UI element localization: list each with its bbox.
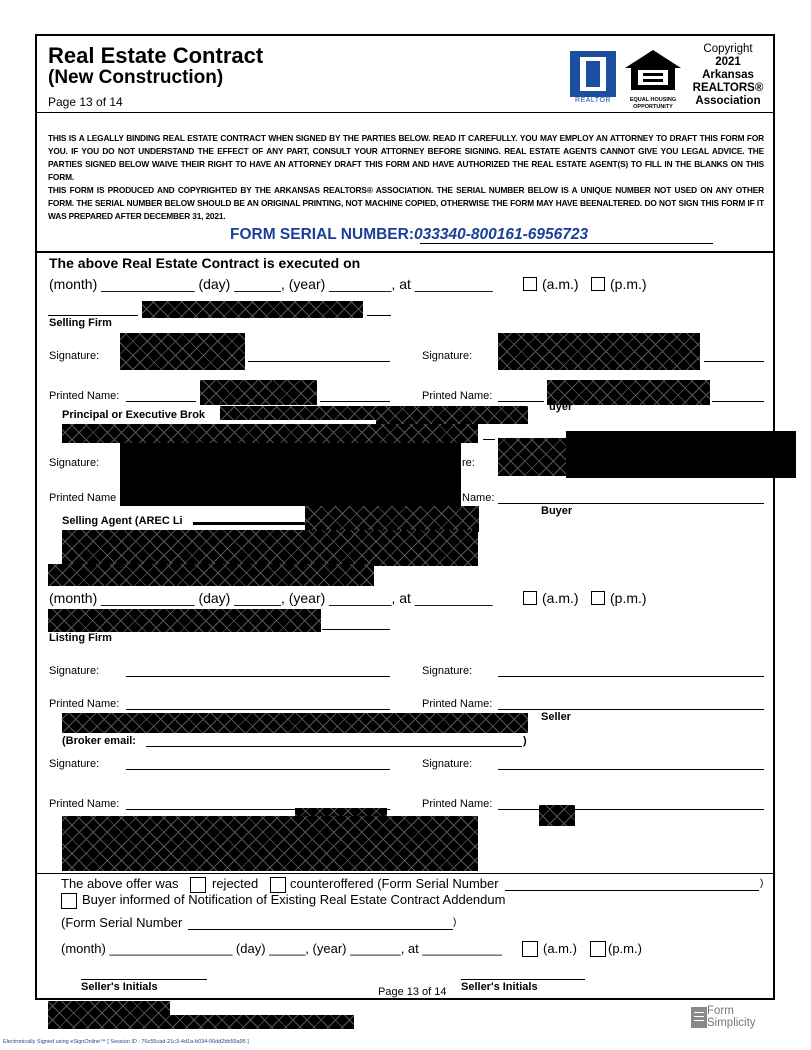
serial-label: FORM SERIAL NUMBER: xyxy=(230,226,414,243)
am-label: (a.m.) xyxy=(542,590,579,606)
equal-housing-text: EQUAL HOUSING OPPORTUNITY xyxy=(629,97,677,110)
redacted-broker xyxy=(376,406,528,424)
printed-name-line[interactable] xyxy=(498,401,544,402)
notification-checkbox[interactable] xyxy=(61,893,77,909)
serial-value: 033340-800161-6956723 xyxy=(414,226,589,243)
redacted-printed-name xyxy=(200,380,317,405)
form-simplicity-logo xyxy=(707,1005,756,1029)
signature-label: Signature: xyxy=(422,665,473,677)
redacted-signature xyxy=(498,438,566,476)
redacted-printed-name xyxy=(539,805,575,826)
rejected-checkbox[interactable] xyxy=(190,877,206,893)
selling-firm-line-a xyxy=(48,315,138,316)
form-simplicity-line-1: Form xyxy=(707,1005,734,1017)
copyright-line-3: Arkansas xyxy=(702,69,754,81)
house-icon xyxy=(623,48,683,92)
redacted-selling-firm xyxy=(142,301,363,318)
equal-housing-logo xyxy=(623,48,683,108)
form-subtitle: (New Construction) xyxy=(48,67,224,88)
page-indicator: Page 13 of 14 xyxy=(48,95,123,109)
form-simplicity-icon xyxy=(691,1007,707,1028)
redacted-agent xyxy=(305,506,479,532)
broker-email-line[interactable] xyxy=(146,746,522,747)
pm-checkbox[interactable] xyxy=(591,277,605,291)
listing-firm-label: Listing Firm xyxy=(49,632,112,644)
pm-checkbox[interactable] xyxy=(590,941,606,957)
am-checkbox[interactable] xyxy=(522,941,538,957)
pm-label: (p.m.) xyxy=(610,590,647,606)
signature-line[interactable] xyxy=(126,769,390,770)
redacted-initials xyxy=(48,1015,354,1029)
disclaimer-divider xyxy=(36,251,774,253)
offer-prefix: The above offer was xyxy=(61,876,179,891)
redacted-listing-firm xyxy=(48,609,321,632)
printed-name-label: Printed Name: xyxy=(49,698,120,710)
bottom-date-line: (month) _________________ (day) _____, (year) _______, at ___________ xyxy=(61,941,502,956)
page-footer: Page 13 of 14 xyxy=(378,986,447,998)
esign-footer: Electronically Signed using eSignOnline™ [ Session ID : 76c55cad-21c3-4d1a-b034-06dd2bb59a95 ] xyxy=(3,1039,249,1045)
printed-name-line[interactable] xyxy=(712,401,764,402)
form-title: Real Estate Contract xyxy=(48,43,264,68)
selling-firm-label: Selling Firm xyxy=(49,317,112,329)
counteroffered-label: counteroffered (Form Serial Number xyxy=(290,876,499,891)
redacted-initials xyxy=(48,1001,170,1015)
selling-firm-line-b xyxy=(367,315,391,316)
printed-name-label: Printed Name: xyxy=(422,390,493,402)
signature-label-fragment: re: xyxy=(462,457,475,469)
signature-line[interactable] xyxy=(248,361,390,362)
redacted-signature xyxy=(120,333,245,370)
redacted-listing-agent xyxy=(62,816,478,871)
header-divider xyxy=(36,112,774,113)
signature-label: Signature: xyxy=(49,758,100,770)
redacted-signature-block xyxy=(120,443,461,479)
selling-agent-label: Selling Agent (AREC Li xyxy=(62,515,183,527)
offer-status-line xyxy=(61,876,179,891)
form-serial-number xyxy=(230,226,588,244)
copyright-block xyxy=(690,43,766,108)
listing-firm-line xyxy=(322,629,390,630)
execution-date-line: (month) ____________ (day) ______, (year) ________, at __________ xyxy=(49,276,493,292)
signature-label: Signature: xyxy=(422,758,473,770)
am-label: (a.m.) xyxy=(542,276,579,292)
copyright-line-2: 2021 xyxy=(715,56,741,68)
initials-line-right[interactable] xyxy=(461,979,585,980)
printed-name-label-fragment: Name: xyxy=(462,492,495,504)
redacted-listing-broker xyxy=(62,713,528,733)
redacted-broker xyxy=(220,406,376,420)
disclaimer-paragraph-2: THIS FORM IS PRODUCED AND COPYRIGHTED BY THE ARKANSAS REALTORS® ASSOCIATION. THE SERIAL NUMBER BELOW IS A UNIQUE NUMBER NOT USED ON ANY OTHER FORM. THE SERIAL NUMBER BELOW SHOULD BE AN ORIGINAL PRINTING, NOT MACHINE COPIED, OTHERWISE THE FORM MAY HAVE BEENALTERED. DO NOT SIGN THIS FORM IF IT WAS PREPARED AFTER DECEMBER 31, 2021. xyxy=(48,185,764,221)
sellers-initials-right: Seller's Initials xyxy=(461,981,538,993)
redacted-signature xyxy=(498,333,700,370)
printed-name-label: Printed Name: xyxy=(422,698,493,710)
redacted-agent-details xyxy=(62,530,478,566)
signature-line[interactable] xyxy=(126,676,390,677)
copyright-line-1: Copyright xyxy=(703,43,753,55)
redacted-agent-line xyxy=(193,522,305,525)
realtor-logo xyxy=(567,51,619,109)
printed-name-line[interactable] xyxy=(126,401,196,402)
seller-label: Seller xyxy=(541,711,571,723)
signature-line[interactable] xyxy=(704,361,764,362)
printed-name-line[interactable] xyxy=(126,709,390,710)
broker-line xyxy=(483,439,495,440)
counter-close-paren: ) xyxy=(760,878,764,889)
printed-name-line[interactable] xyxy=(498,809,764,810)
signature-label: Signature: xyxy=(49,665,100,677)
form-simplicity-line-2: Simplicity xyxy=(707,1017,756,1029)
am-checkbox[interactable] xyxy=(523,591,537,605)
rejected-label: rejected xyxy=(212,876,259,891)
execution-heading: The above Real Estate Contract is executed on xyxy=(49,255,361,271)
am-label: (a.m.) xyxy=(543,941,577,956)
redacted-agent-details xyxy=(48,564,374,586)
printed-name-label: Printed Name: xyxy=(49,390,120,402)
broker-email-close: ) xyxy=(523,735,527,747)
redacted-signature-block xyxy=(566,431,796,478)
pm-label: (p.m.) xyxy=(608,941,642,956)
buyer-label: Buyer xyxy=(541,505,573,517)
bottom-divider xyxy=(36,873,774,874)
pm-label: (p.m.) xyxy=(610,276,647,292)
notification-label: Buyer informed of Notification of Existing Real Estate Contract Addendum xyxy=(82,892,506,907)
pm-checkbox[interactable] xyxy=(591,591,605,605)
printed-name-label: Printed Name: xyxy=(49,798,120,810)
serial-underline xyxy=(420,243,713,244)
printed-name-line[interactable] xyxy=(498,503,764,504)
signature-line[interactable] xyxy=(498,676,764,677)
signature-line[interactable] xyxy=(498,769,764,770)
form-serial-close: ) xyxy=(453,917,457,928)
printed-name-label: Printed Name xyxy=(49,492,117,504)
broker-email-label: (Broker email: xyxy=(62,735,136,747)
signature-label: Signature: xyxy=(49,350,100,362)
sellers-initials-left: Seller's Initials xyxy=(81,981,158,993)
realtor-logo-text: REALTOR xyxy=(575,97,611,104)
counteroffered-checkbox[interactable] xyxy=(270,877,286,893)
signature-label: Signature: xyxy=(422,350,473,362)
initials-line-left[interactable] xyxy=(81,979,207,980)
principal-broker-label: Principal or Executive Brok xyxy=(62,409,206,421)
copyright-line-5: Association xyxy=(695,95,761,107)
am-checkbox[interactable] xyxy=(523,277,537,291)
redacted-printed-name-block xyxy=(120,478,461,506)
counter-serial-line[interactable] xyxy=(505,890,759,891)
buyer-label-fragment: uyer xyxy=(549,401,573,413)
printed-name-label: Printed Name: xyxy=(422,798,493,810)
copyright-line-4: REALTORS® xyxy=(692,82,764,94)
redacted-broker-name xyxy=(62,424,478,443)
listing-date-line: (month) ____________ (day) ______, (year) ________, at __________ xyxy=(49,590,493,606)
printed-name-line[interactable] xyxy=(498,709,764,710)
printed-name-line[interactable] xyxy=(320,401,390,402)
signature-label: Signature: xyxy=(49,457,100,469)
disclaimer-paragraph-1: THIS IS A LEGALLY BINDING REAL ESTATE CONTRACT WHEN SIGNED BY THE PARTIES BELOW. READ IT CAREFULLY. YOU MAY EMPLOY AN ATTORNEY TO DRAFT THIS FORM FOR YOU. IF YOU DO NOT UNDERSTAND THE EFFECT OF ANY PART, CONSULT YOUR ATTORNEY BEFORE SIGNING. REAL ESTATE AGENTS CANNOT GIVE YOU LEGAL ADVICE. THE PARTIES SIGNED BELOW WAIVE THEIR RIGHT TO HAVE AN ATTORNEY DRAFT THIS FORM AND HAVE AUTHORIZED THE REAL ESTATE AGENT(S) TO FILL IN THE BLANKS ON THIS FORM. xyxy=(48,133,764,182)
form-serial-line[interactable] xyxy=(188,929,453,930)
form-serial-label: (Form Serial Number xyxy=(61,915,183,930)
